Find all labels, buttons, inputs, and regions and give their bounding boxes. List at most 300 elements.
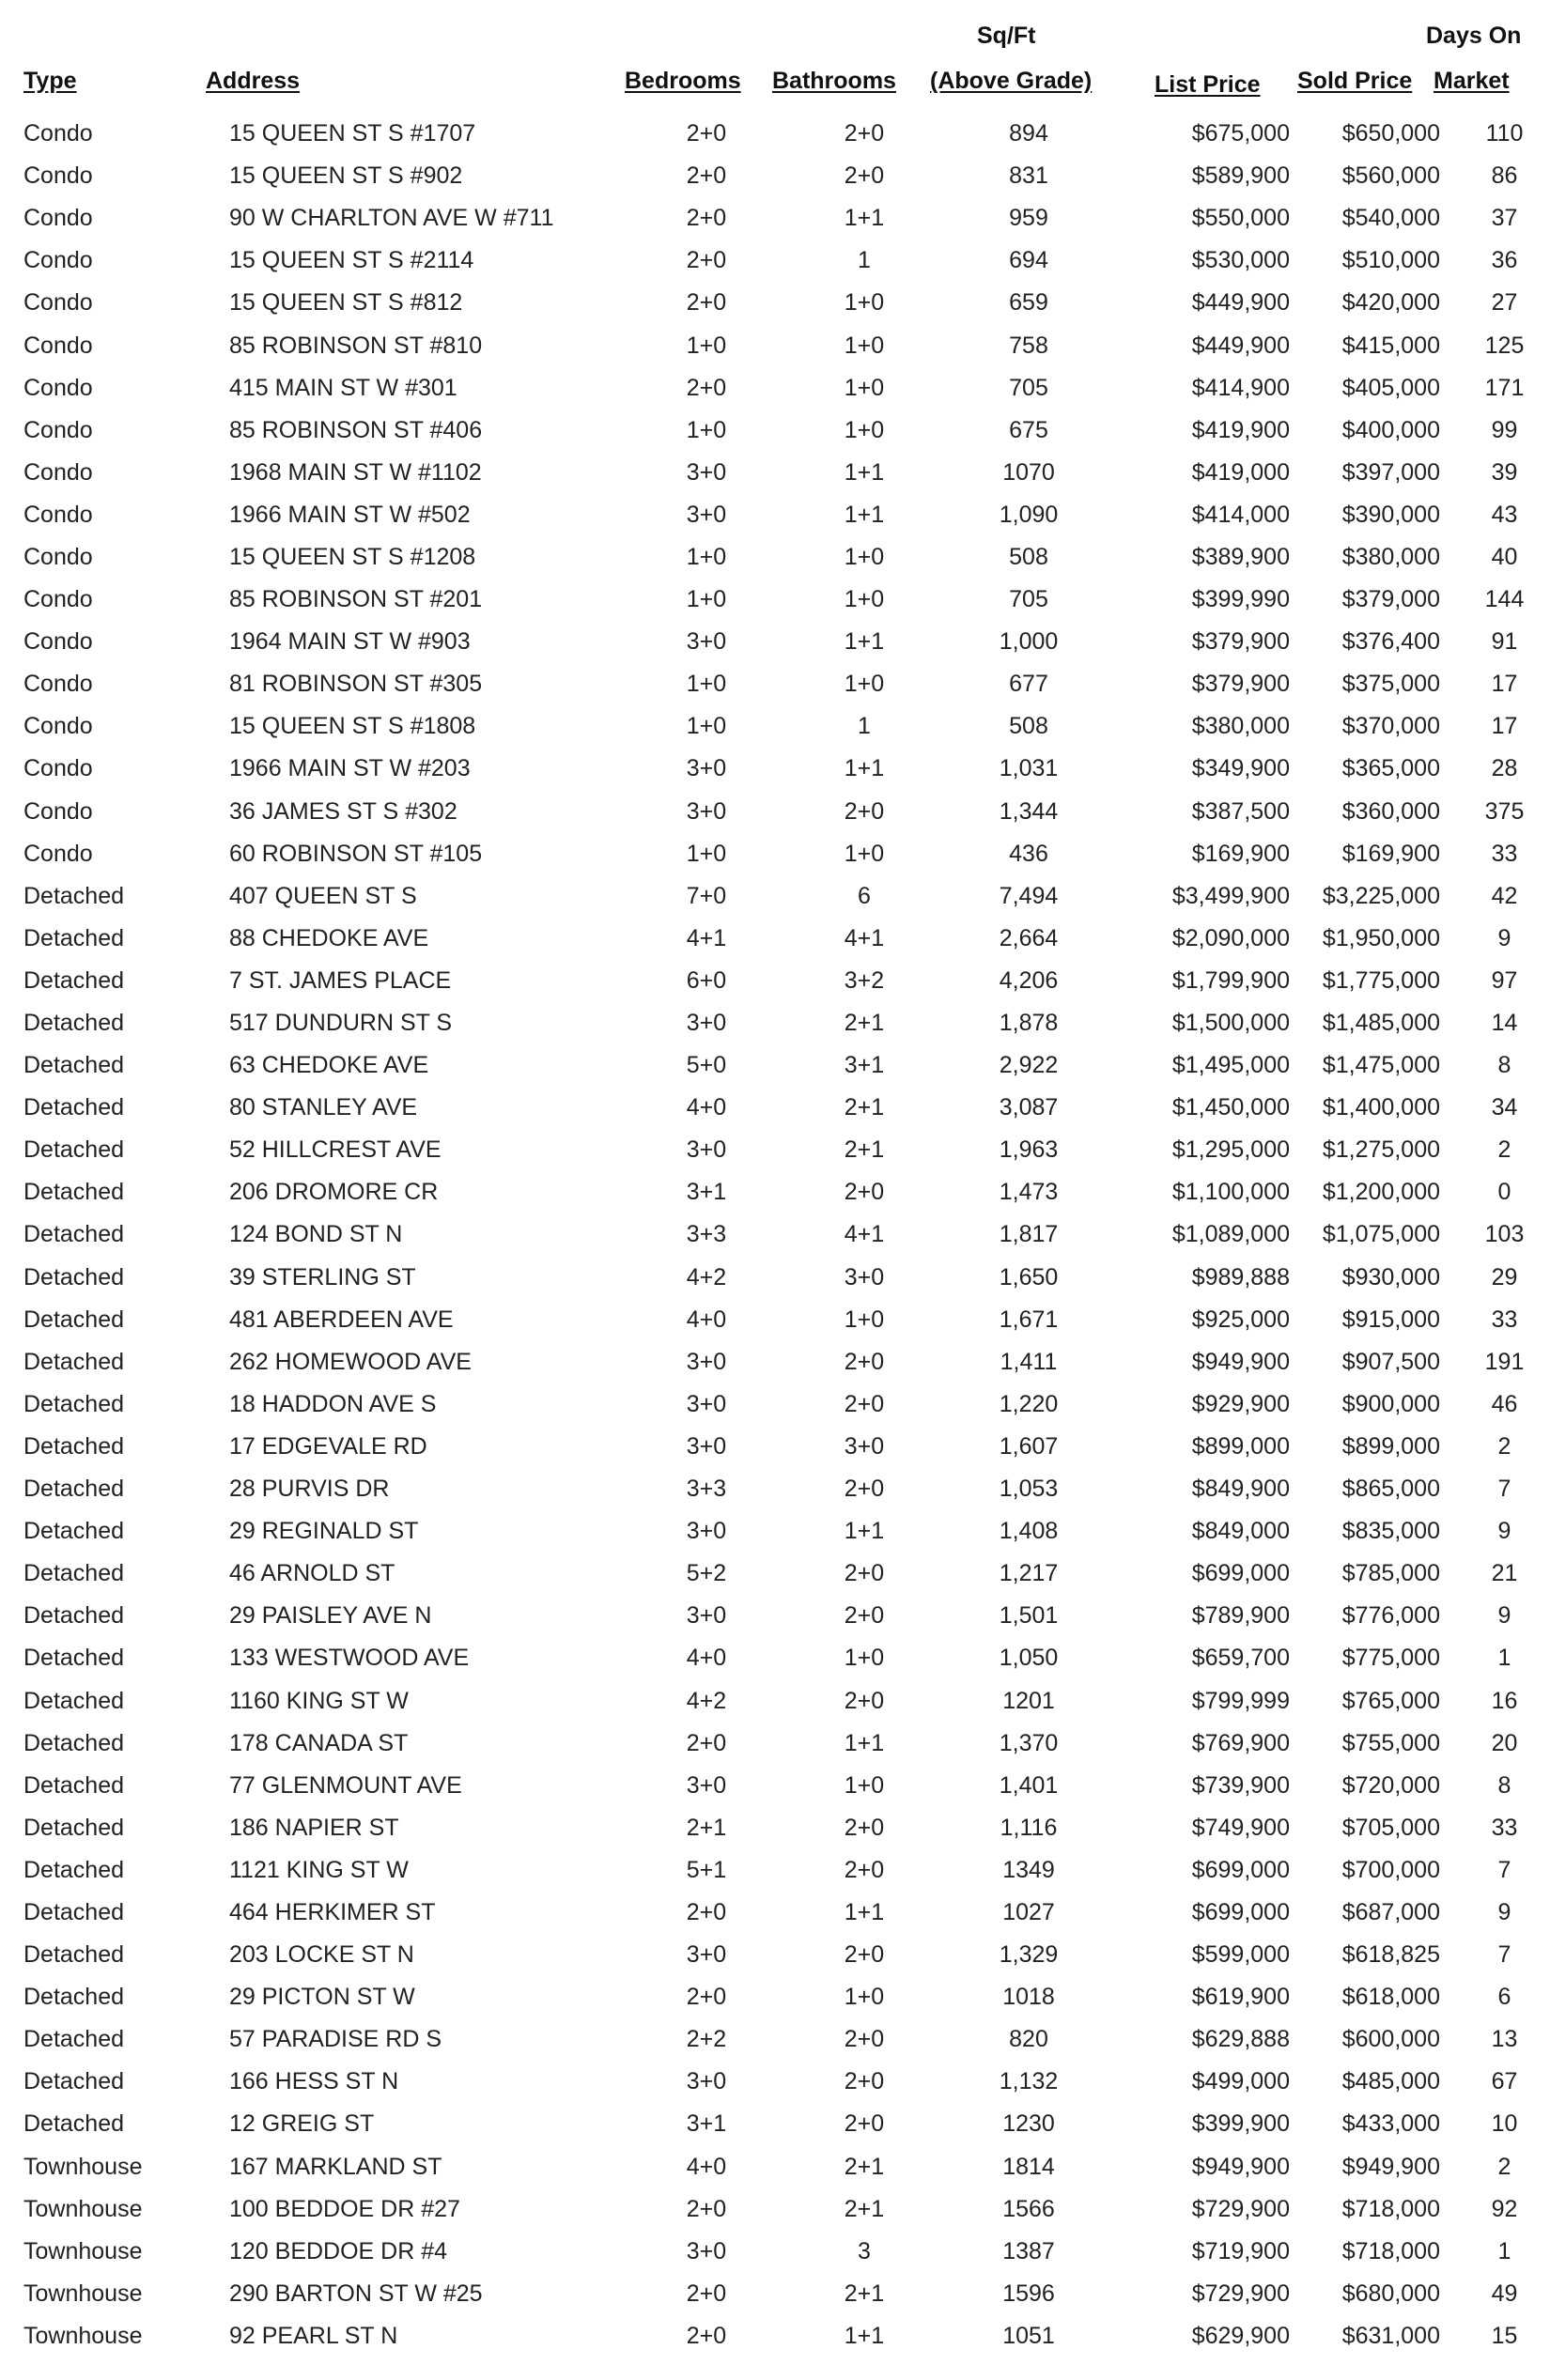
cell-list-price: $629,888 (1191, 2026, 1290, 2053)
cell-type: Detached (23, 1221, 125, 1248)
cell-bathrooms: 1+0 (844, 374, 885, 401)
cell-bedrooms: 2+1 (686, 1814, 727, 1841)
cell-type: Detached (23, 1898, 125, 1925)
cell-bathrooms: 2+0 (844, 1687, 885, 1714)
cell-days-on-market: 8 (1497, 1052, 1511, 1079)
cell-bedrooms: 1+0 (686, 586, 727, 613)
cell-type: Condo (23, 628, 93, 656)
cell-bathrooms: 1+0 (844, 1645, 885, 1672)
cell-sqft: 1,031 (999, 755, 1059, 782)
cell-bedrooms: 2+0 (686, 2195, 727, 2222)
cell-sold-price: $775,000 (1341, 1645, 1440, 1672)
cell-sold-price: $420,000 (1341, 289, 1440, 317)
cell-sqft: 1,329 (999, 1941, 1059, 1969)
table-row (0, 791, 1550, 833)
cell-type: Detached (23, 1518, 125, 1545)
cell-days-on-market: 2 (1497, 1432, 1511, 1460)
cell-bathrooms: 1+0 (844, 671, 885, 698)
cell-bathrooms: 1+0 (844, 1306, 885, 1333)
cell-list-price: $675,000 (1191, 120, 1290, 147)
cell-address: 15 QUEEN ST S #1208 (229, 543, 476, 570)
table-row (0, 1849, 1550, 1892)
table-row (0, 960, 1550, 1002)
cell-bathrooms: 1+1 (844, 1729, 885, 1756)
table-row (0, 410, 1550, 452)
cell-type: Detached (23, 1432, 125, 1460)
cell-list-price: $1,500,000 (1171, 1010, 1290, 1037)
header-address: Address (206, 68, 301, 94)
cell-type: Condo (23, 840, 93, 867)
cell-sold-price: $1,475,000 (1322, 1052, 1440, 1079)
cell-bedrooms: 2+0 (686, 247, 727, 274)
table-row (0, 1213, 1550, 1256)
cell-type: Detached (23, 1136, 125, 1164)
cell-bathrooms: 1+0 (844, 543, 885, 570)
cell-address: 28 PURVIS DR (229, 1476, 390, 1503)
cell-bedrooms: 3+0 (686, 501, 727, 528)
cell-sqft: 1230 (1002, 2110, 1055, 2138)
cell-address: 206 DROMORE CR (229, 1179, 439, 1206)
cell-sqft: 1,000 (999, 628, 1059, 656)
cell-address: 166 HESS ST N (229, 2068, 399, 2095)
cell-bathrooms: 3+0 (844, 1432, 885, 1460)
cell-address: 290 BARTON ST W #25 (229, 2280, 483, 2307)
cell-bedrooms: 3+0 (686, 1390, 727, 1417)
cell-type: Detached (23, 966, 125, 994)
table-row (0, 875, 1550, 918)
cell-sqft: 7,494 (999, 882, 1059, 909)
cell-type: Detached (23, 2110, 125, 2138)
cell-sold-price: $370,000 (1341, 713, 1440, 740)
cell-sold-price: $1,950,000 (1322, 924, 1440, 951)
cell-sold-price: $765,000 (1341, 1687, 1440, 1714)
cell-sqft: 1,050 (999, 1645, 1059, 1672)
cell-bedrooms: 4+0 (686, 1306, 727, 1333)
cell-days-on-market: 67 (1491, 2068, 1518, 2095)
cell-bedrooms: 5+0 (686, 1052, 727, 1079)
cell-address: 1966 MAIN ST W #502 (229, 501, 471, 528)
cell-days-on-market: 46 (1491, 1390, 1518, 1417)
cell-sqft: 1,053 (999, 1476, 1059, 1503)
cell-sqft: 1814 (1002, 2153, 1055, 2180)
cell-sqft: 1,217 (999, 1560, 1059, 1587)
cell-sold-price: $3,225,000 (1322, 882, 1440, 909)
cell-sqft: 1027 (1002, 1898, 1055, 1925)
cell-type: Detached (23, 1941, 125, 1969)
cell-sqft: 694 (1009, 247, 1048, 274)
cell-bathrooms: 2+0 (844, 1856, 885, 1883)
cell-type: Detached (23, 1771, 125, 1799)
table-row (0, 663, 1550, 705)
cell-bathrooms: 2+0 (844, 1602, 885, 1630)
cell-sqft: 1,090 (999, 501, 1059, 528)
table-row (0, 2273, 1550, 2315)
cell-bedrooms: 4+0 (686, 1094, 727, 1121)
cell-sold-price: $405,000 (1341, 374, 1440, 401)
cell-type: Detached (23, 1602, 125, 1630)
cell-days-on-market: 17 (1491, 713, 1518, 740)
table-row (0, 621, 1550, 663)
cell-days-on-market: 110 (1485, 120, 1524, 147)
cell-sold-price: $1,275,000 (1322, 1136, 1440, 1164)
cell-address: 81 ROBINSON ST #305 (229, 671, 483, 698)
cell-days-on-market: 86 (1491, 162, 1518, 190)
cell-sold-price: $718,000 (1341, 2237, 1440, 2264)
cell-type: Detached (23, 882, 125, 909)
cell-address: 1964 MAIN ST W #903 (229, 628, 471, 656)
sales-table (0, 113, 1550, 2357)
cell-bedrooms: 2+0 (686, 2322, 727, 2349)
cell-sold-price: $415,000 (1341, 332, 1440, 359)
cell-address: 12 GREIG ST (229, 2110, 375, 2138)
cell-bedrooms: 3+1 (686, 2110, 727, 2138)
cell-bedrooms: 1+0 (686, 671, 727, 698)
cell-list-price: $449,900 (1191, 332, 1290, 359)
cell-address: 100 BEDDOE DR #27 (229, 2195, 460, 2222)
cell-bathrooms: 3 (858, 2237, 871, 2264)
cell-address: 481 ABERDEEN AVE (229, 1306, 454, 1333)
cell-type: Townhouse (23, 2195, 143, 2222)
cell-sqft: 1,650 (999, 1263, 1059, 1290)
table-row (0, 324, 1550, 366)
cell-days-on-market: 34 (1491, 1094, 1518, 1121)
cell-sqft: 705 (1009, 374, 1048, 401)
cell-days-on-market: 2 (1497, 2153, 1511, 2180)
cell-bedrooms: 2+0 (686, 1984, 727, 2011)
cell-days-on-market: 99 (1491, 416, 1518, 443)
cell-sqft: 1,671 (999, 1306, 1059, 1333)
cell-sqft: 705 (1009, 586, 1048, 613)
cell-days-on-market: 13 (1491, 2026, 1518, 2053)
cell-sqft: 675 (1009, 416, 1048, 443)
cell-list-price: $389,900 (1191, 543, 1290, 570)
cell-days-on-market: 37 (1491, 205, 1518, 232)
cell-type: Detached (23, 1263, 125, 1290)
cell-days-on-market: 191 (1484, 1348, 1525, 1375)
table-row (0, 452, 1550, 494)
cell-bedrooms: 3+0 (686, 1348, 727, 1375)
cell-type: Detached (23, 1052, 125, 1079)
cell-list-price: $1,495,000 (1171, 1052, 1290, 1079)
cell-days-on-market: 91 (1491, 628, 1518, 656)
cell-days-on-market: 33 (1491, 1814, 1518, 1841)
header-dom-bottom: Market (1434, 68, 1510, 94)
cell-address: 29 PAISLEY AVE N (229, 1602, 432, 1630)
cell-address: 85 ROBINSON ST #810 (229, 332, 483, 359)
cell-address: 92 PEARL ST N (229, 2322, 398, 2349)
cell-bathrooms: 1+1 (844, 501, 885, 528)
cell-bathrooms: 2+0 (844, 1348, 885, 1375)
cell-days-on-market: 10 (1491, 2110, 1518, 2138)
table-row (0, 1637, 1550, 1679)
cell-days-on-market: 144 (1484, 586, 1525, 613)
cell-sold-price: $600,000 (1341, 2026, 1440, 2053)
cell-list-price: $769,900 (1191, 1729, 1290, 1756)
cell-list-price: $849,900 (1191, 1476, 1290, 1503)
table-row (0, 748, 1550, 790)
cell-type: Detached (23, 2026, 125, 2053)
cell-bedrooms: 2+0 (686, 289, 727, 317)
cell-list-price: $749,900 (1191, 1814, 1290, 1841)
cell-sold-price: $365,000 (1341, 755, 1440, 782)
cell-list-price: $789,900 (1191, 1602, 1290, 1630)
cell-type: Detached (23, 1560, 125, 1587)
cell-bathrooms: 2+1 (844, 1094, 885, 1121)
table-row (0, 1765, 1550, 1807)
cell-sold-price: $379,000 (1341, 586, 1440, 613)
header-type: Type (23, 68, 77, 94)
cell-days-on-market: 97 (1491, 966, 1518, 994)
cell-list-price: $729,900 (1191, 2280, 1290, 2307)
cell-bathrooms: 3+1 (844, 1052, 885, 1079)
cell-address: 80 STANLEY AVE (229, 1094, 418, 1121)
cell-bedrooms: 3+0 (686, 628, 727, 656)
cell-bathrooms: 1+0 (844, 416, 885, 443)
cell-list-price: $419,900 (1191, 416, 1290, 443)
cell-bathrooms: 2+0 (844, 2068, 885, 2095)
cell-bathrooms: 1+0 (844, 586, 885, 613)
cell-sold-price: $1,075,000 (1322, 1221, 1440, 1248)
table-row (0, 2018, 1550, 2061)
cell-address: 29 PICTON ST W (229, 1984, 415, 2011)
cell-list-price: $499,000 (1191, 2068, 1290, 2095)
cell-address: 85 ROBINSON ST #406 (229, 416, 483, 443)
cell-bathrooms: 3+2 (844, 966, 885, 994)
cell-sqft: 1,132 (999, 2068, 1059, 2095)
cell-bathrooms: 2+0 (844, 2110, 885, 2138)
cell-sqft: 4,206 (999, 966, 1059, 994)
cell-list-price: $550,000 (1191, 205, 1290, 232)
cell-address: 167 MARKLAND ST (229, 2153, 442, 2180)
table-row (0, 1341, 1550, 1383)
cell-sold-price: $700,000 (1341, 1856, 1440, 1883)
cell-sqft: 1566 (1002, 2195, 1055, 2222)
cell-bedrooms: 3+0 (686, 1432, 727, 1460)
cell-bedrooms: 2+0 (686, 1898, 727, 1925)
cell-sqft: 1596 (1002, 2280, 1055, 2307)
cell-bedrooms: 2+0 (686, 2280, 727, 2307)
cell-sqft: 894 (1009, 120, 1048, 147)
cell-list-price: $399,900 (1191, 2110, 1290, 2138)
cell-address: 1968 MAIN ST W #1102 (229, 458, 482, 486)
cell-days-on-market: 33 (1491, 1306, 1518, 1333)
cell-sqft: 1051 (1002, 2322, 1055, 2349)
cell-sqft: 508 (1009, 713, 1048, 740)
table-row (0, 2061, 1550, 2103)
table-row (0, 2146, 1550, 2188)
cell-bathrooms: 2+0 (844, 2026, 885, 2053)
cell-type: Townhouse (23, 2237, 143, 2264)
cell-address: 52 HILLCREST AVE (229, 1136, 442, 1164)
cell-address: 120 BEDDOE DR #4 (229, 2237, 448, 2264)
cell-sold-price: $776,000 (1341, 1602, 1440, 1630)
cell-bathrooms: 2+0 (844, 1476, 885, 1503)
cell-days-on-market: 21 (1491, 1560, 1518, 1587)
cell-list-price: $719,900 (1191, 2237, 1290, 2264)
cell-address: 407 QUEEN ST S (229, 882, 417, 909)
cell-bathrooms: 1+1 (844, 628, 885, 656)
cell-address: 15 QUEEN ST S #1808 (229, 713, 476, 740)
cell-bathrooms: 2+0 (844, 1179, 885, 1206)
cell-bathrooms: 2+0 (844, 162, 885, 190)
cell-days-on-market: 0 (1497, 1179, 1511, 1206)
cell-list-price: $349,900 (1191, 755, 1290, 782)
cell-sqft: 1,963 (999, 1136, 1059, 1164)
cell-bedrooms: 4+2 (686, 1687, 727, 1714)
cell-bathrooms: 2+0 (844, 1390, 885, 1417)
cell-days-on-market: 125 (1484, 332, 1525, 359)
sales-table-body (0, 113, 1550, 2357)
cell-bathrooms: 1+0 (844, 289, 885, 317)
cell-sold-price: $631,000 (1341, 2322, 1440, 2349)
cell-sqft: 1,344 (999, 797, 1059, 825)
cell-sold-price: $360,000 (1341, 797, 1440, 825)
cell-type: Detached (23, 1729, 125, 1756)
cell-sold-price: $540,000 (1341, 205, 1440, 232)
cell-days-on-market: 15 (1491, 2322, 1518, 2349)
cell-type: Detached (23, 1814, 125, 1841)
cell-list-price: $599,000 (1191, 1941, 1290, 1969)
cell-sqft: 1,817 (999, 1221, 1059, 1248)
cell-list-price: $530,000 (1191, 247, 1290, 274)
cell-bathrooms: 4+1 (844, 924, 885, 951)
cell-days-on-market: 43 (1491, 501, 1518, 528)
cell-days-on-market: 92 (1491, 2195, 1518, 2222)
cell-days-on-market: 27 (1491, 289, 1518, 317)
cell-address: 46 ARNOLD ST (229, 1560, 395, 1587)
cell-address: 203 LOCKE ST N (229, 1941, 414, 1969)
cell-bathrooms: 1 (858, 713, 871, 740)
cell-bathrooms: 2+0 (844, 1814, 885, 1841)
cell-sold-price: $785,000 (1341, 1560, 1440, 1587)
cell-bathrooms: 4+1 (844, 1221, 885, 1248)
cell-type: Detached (23, 1094, 125, 1121)
cell-days-on-market: 6 (1497, 1984, 1511, 2011)
table-row (0, 113, 1550, 155)
cell-sold-price: $835,000 (1341, 1518, 1440, 1545)
cell-bedrooms: 4+1 (686, 924, 727, 951)
cell-days-on-market: 9 (1497, 924, 1511, 951)
cell-bathrooms: 3+0 (844, 1263, 885, 1290)
cell-address: 15 QUEEN ST S #1707 (229, 120, 476, 147)
cell-list-price: $414,000 (1191, 501, 1290, 528)
cell-list-price: $1,799,900 (1171, 966, 1290, 994)
cell-sold-price: $915,000 (1341, 1306, 1440, 1333)
cell-type: Condo (23, 289, 93, 317)
cell-type: Condo (23, 120, 93, 147)
cell-sold-price: $510,000 (1341, 247, 1440, 274)
cell-type: Condo (23, 162, 93, 190)
cell-list-price: $380,000 (1191, 713, 1290, 740)
cell-bedrooms: 3+0 (686, 1602, 727, 1630)
cell-type: Condo (23, 713, 93, 740)
header-list-price: List Price (1155, 71, 1261, 98)
cell-sqft: 436 (1009, 840, 1048, 867)
cell-sqft: 1,408 (999, 1518, 1059, 1545)
cell-sold-price: $680,000 (1341, 2280, 1440, 2307)
cell-address: 18 HADDON AVE S (229, 1390, 437, 1417)
cell-sold-price: $380,000 (1341, 543, 1440, 570)
cell-sold-price: $1,775,000 (1322, 966, 1440, 994)
cell-address: 415 MAIN ST W #301 (229, 374, 457, 401)
cell-bedrooms: 1+0 (686, 332, 727, 359)
cell-type: Condo (23, 755, 93, 782)
cell-sold-price: $390,000 (1341, 501, 1440, 528)
cell-type: Detached (23, 1984, 125, 2011)
cell-list-price: $419,000 (1191, 458, 1290, 486)
cell-bathrooms: 1+0 (844, 1771, 885, 1799)
table-row (0, 1892, 1550, 1934)
cell-sold-price: $397,000 (1341, 458, 1440, 486)
cell-list-price: $379,900 (1191, 628, 1290, 656)
cell-sqft: 1,401 (999, 1771, 1059, 1799)
cell-bedrooms: 2+0 (686, 120, 727, 147)
table-row (0, 705, 1550, 748)
cell-address: 178 CANADA ST (229, 1729, 409, 1756)
cell-type: Condo (23, 543, 93, 570)
cell-sqft: 1,411 (1000, 1348, 1058, 1375)
cell-address: 517 DUNDURN ST S (229, 1010, 453, 1037)
cell-list-price: $699,000 (1191, 1560, 1290, 1587)
cell-type: Townhouse (23, 2153, 143, 2180)
cell-type: Condo (23, 501, 93, 528)
table-row (0, 1468, 1550, 1510)
table-row (0, 918, 1550, 960)
cell-type: Detached (23, 2068, 125, 2095)
cell-bedrooms: 2+0 (686, 1729, 727, 1756)
cell-bedrooms: 2+0 (686, 374, 727, 401)
cell-sold-price: $907,500 (1341, 1348, 1440, 1375)
cell-address: 15 QUEEN ST S #812 (229, 289, 463, 317)
cell-address: 88 CHEDOKE AVE (229, 924, 429, 951)
cell-sqft: 1,370 (999, 1729, 1059, 1756)
cell-sqft: 1,473 (999, 1179, 1059, 1206)
cell-sqft: 2,922 (999, 1052, 1059, 1079)
cell-days-on-market: 28 (1491, 755, 1518, 782)
cell-days-on-market: 14 (1491, 1010, 1518, 1037)
cell-sqft: 677 (1009, 671, 1048, 698)
cell-list-price: $1,450,000 (1171, 1094, 1290, 1121)
table-row (0, 282, 1550, 324)
cell-bathrooms: 1+0 (844, 1984, 885, 2011)
cell-days-on-market: 1 (1497, 1645, 1511, 1672)
cell-type: Condo (23, 332, 93, 359)
cell-sqft: 3,087 (999, 1094, 1059, 1121)
table-header (0, 0, 1550, 111)
cell-sold-price: $618,000 (1341, 1984, 1440, 2011)
cell-sqft: 959 (1009, 205, 1048, 232)
cell-sold-price: $485,000 (1341, 2068, 1440, 2095)
table-row (0, 2315, 1550, 2357)
cell-address: 1121 KING ST W (229, 1856, 409, 1883)
cell-bathrooms: 2+0 (844, 1941, 885, 1969)
table-row (0, 579, 1550, 621)
cell-days-on-market: 39 (1491, 458, 1518, 486)
cell-type: Condo (23, 374, 93, 401)
table-row (0, 155, 1550, 197)
cell-days-on-market: 16 (1491, 1687, 1518, 1714)
cell-bedrooms: 4+0 (686, 2153, 727, 2180)
header-bathrooms: Bathrooms (772, 68, 896, 94)
cell-days-on-market: 9 (1497, 1518, 1511, 1545)
cell-address: 85 ROBINSON ST #201 (229, 586, 483, 613)
cell-bathrooms: 2+0 (844, 797, 885, 825)
table-row (0, 1934, 1550, 1976)
table-row (0, 1002, 1550, 1044)
cell-days-on-market: 29 (1491, 1263, 1518, 1290)
cell-sold-price: $705,000 (1341, 1814, 1440, 1841)
cell-days-on-market: 49 (1491, 2280, 1518, 2307)
